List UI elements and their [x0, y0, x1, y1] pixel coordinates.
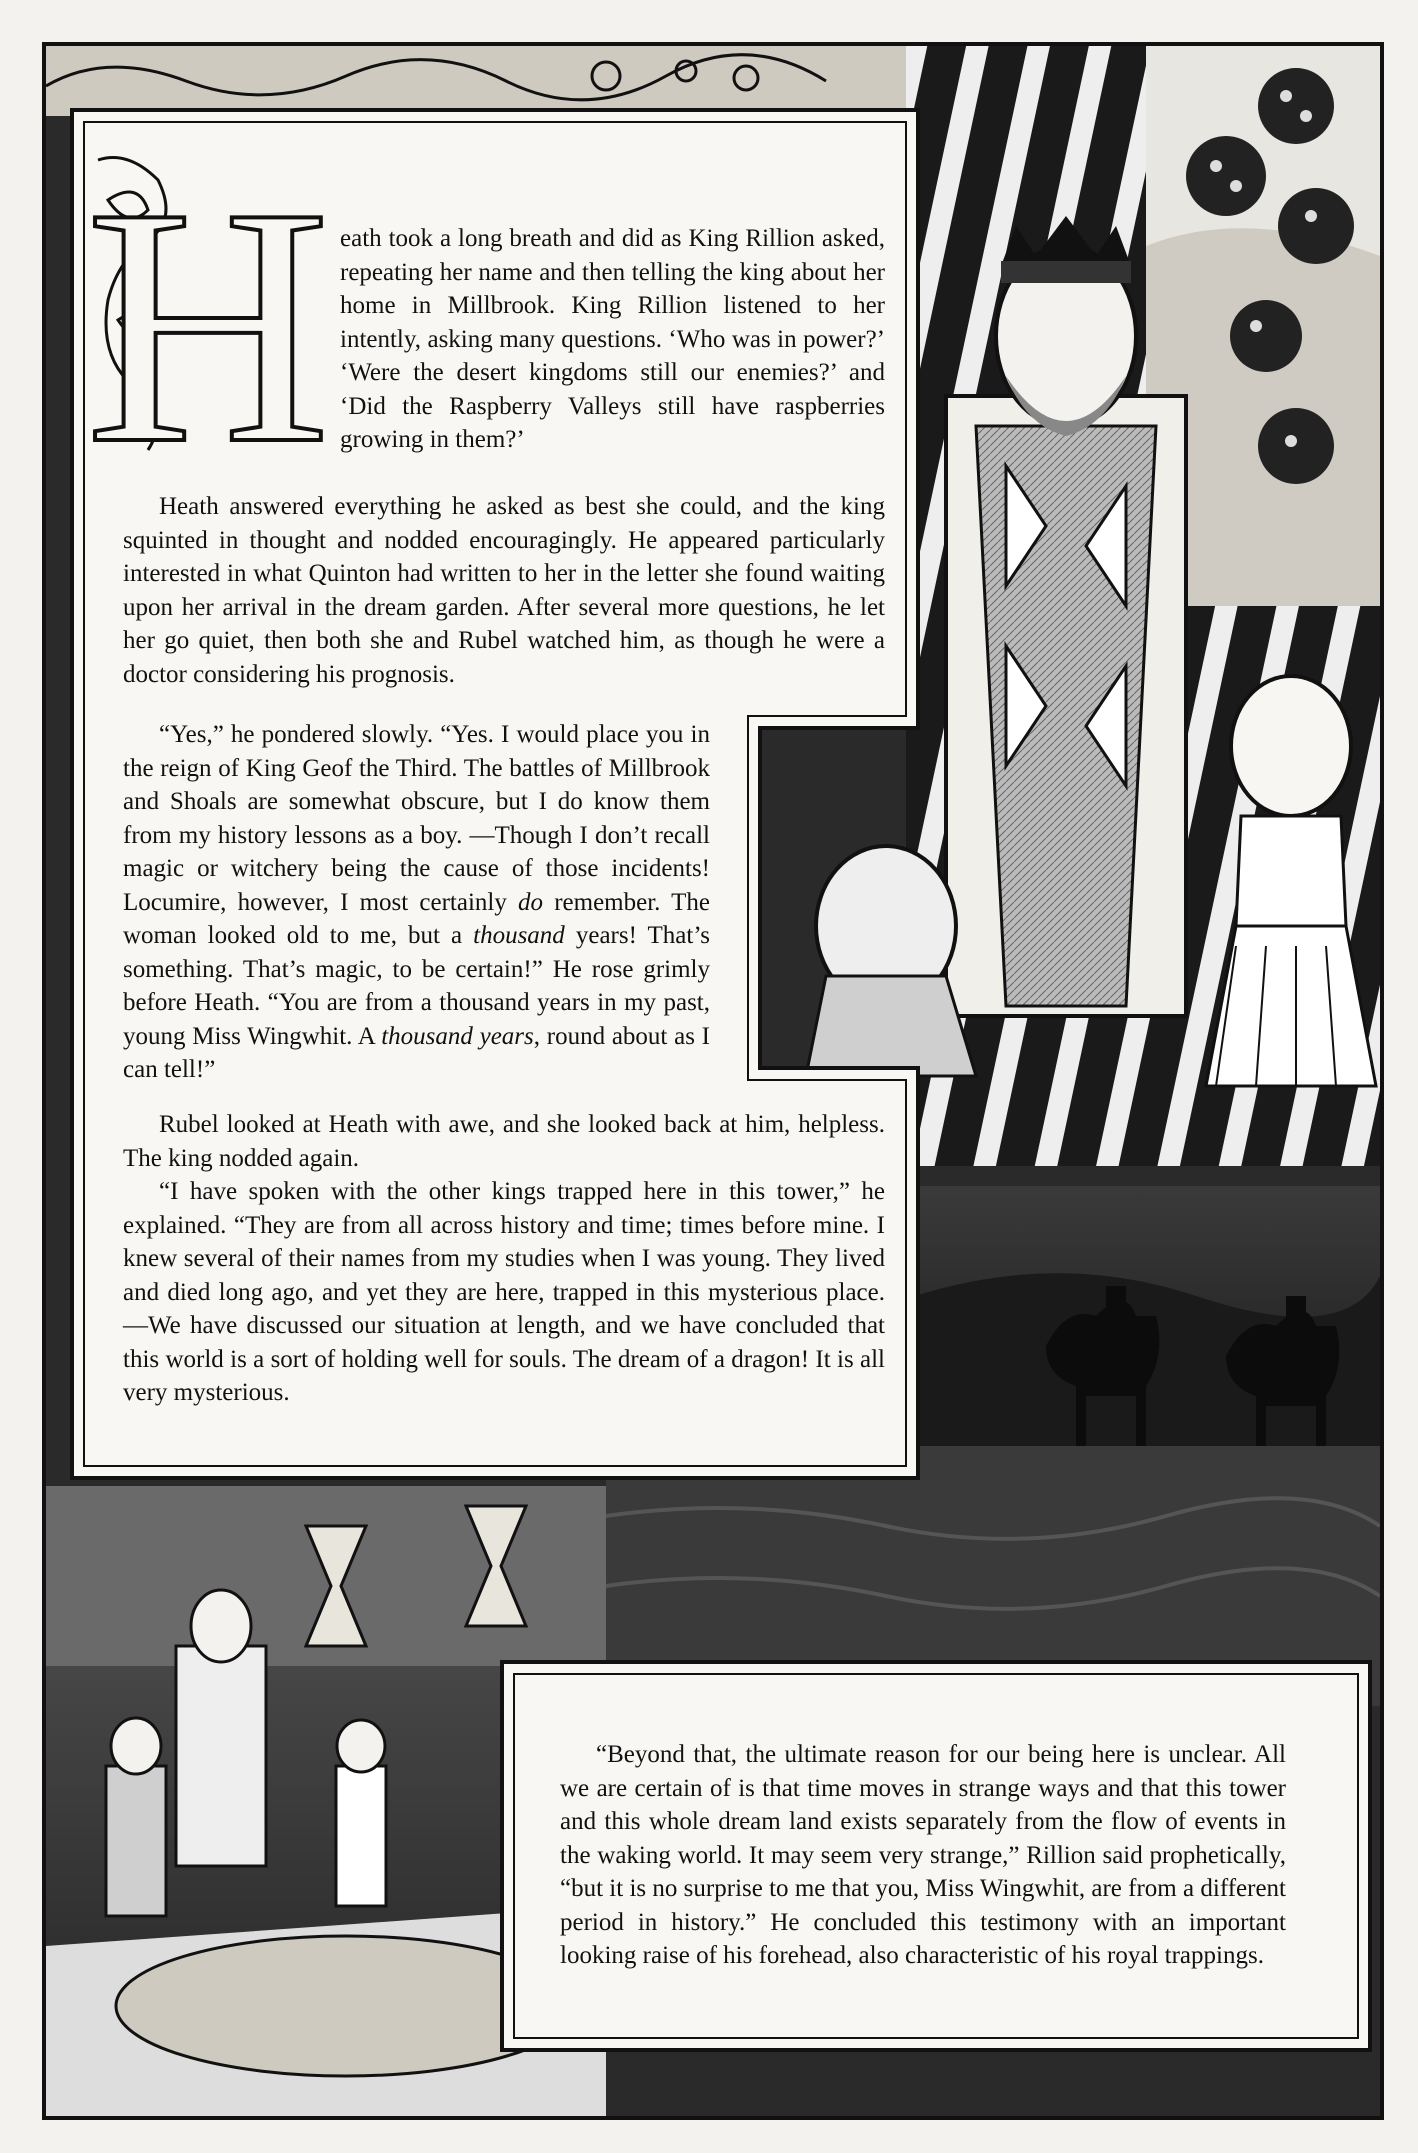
drop-cap-letter: H — [88, 140, 328, 470]
p3-em-thousand-years: thousand years — [381, 1022, 534, 1050]
paragraph-4: Rubel looked at Heath with awe, and she looked back at him, helpless. The king nodded again. — [123, 1111, 885, 1172]
paragraph-2: Heath answered everything he asked as best she could, and the king squinted in thought and nodded encouragingly. He appeared particularly interested in what Quinton had written to her in the letter she found waiting upon her arrival in the dream garden. After several more questions, he let her go quiet, then both she and Rubel watched him, as though he were a doctor considering his prognosis. — [123, 493, 885, 688]
p3-text-c: years! That’s something. That’s magic, to be certain!” He rose grimly before Heath. “You are from a thousand years in my past, young Miss Wingwhit. A — [123, 922, 710, 1050]
p3-em-do: do — [518, 888, 544, 916]
opening-text: eath took a long breath and did as King Rillion asked, repeating her name and then telling the king about her home in Millbrook. King Rillion listened to her intently, asking many questions. ‘Who was in power?’ ‘Were the desert kingdoms still our enemies?’ and ‘Did the Raspberry Valleys still have raspberries growing in them?’ — [340, 225, 885, 453]
p3-text-a: “Yes,” he pondered slowly. “Yes. I would place you in the reign of King Geof the Third. The battles of Millbrook and Shoals are somewhat obscure, but I do know them from my history lessons as a boy. —Though I don’t recall magic or witchery being the cause of those incidents! Locumire, however, I most certainly — [123, 721, 710, 916]
drop-cap-h — [88, 140, 328, 470]
paragraph-6: “Beyond that, the ultimate reason for our being here is unclear. All we are certain of is that time moves in strange ways and that this tower and this whole dream land exists separately from the flow of events in the waking world. It may seem very strange,” Rillion said prophetically, “but it is no surprise to me that you, Miss Wingwhit, are from a different period in history.” He concluded this testimony with an important looking raise of his forehead, also characteristic of his royal trappings. — [560, 1741, 1286, 1969]
opening-paragraph — [340, 222, 885, 457]
p3-text-d: , round about as I can tell!” — [123, 1022, 710, 1083]
paragraph-3 — [123, 718, 710, 1087]
p3-text-b: remember. The woman looked old to me, but a — [123, 888, 710, 949]
paragraph-5: “I have spoken with the other kings trapped here in this tower,” he explained. “They are from all across history and time; times before mine. I knew several of their names from my studies when I was young. They lived and died long ago, and yet they are here, trapped in this mysterious place. —We have discussed our situation at length, and we have concluded that this world is a sort of holding well for souls. The dream of a dragon! It is all very mysterious. — [123, 1178, 885, 1406]
p3-em-thousand: thousand — [473, 922, 565, 949]
